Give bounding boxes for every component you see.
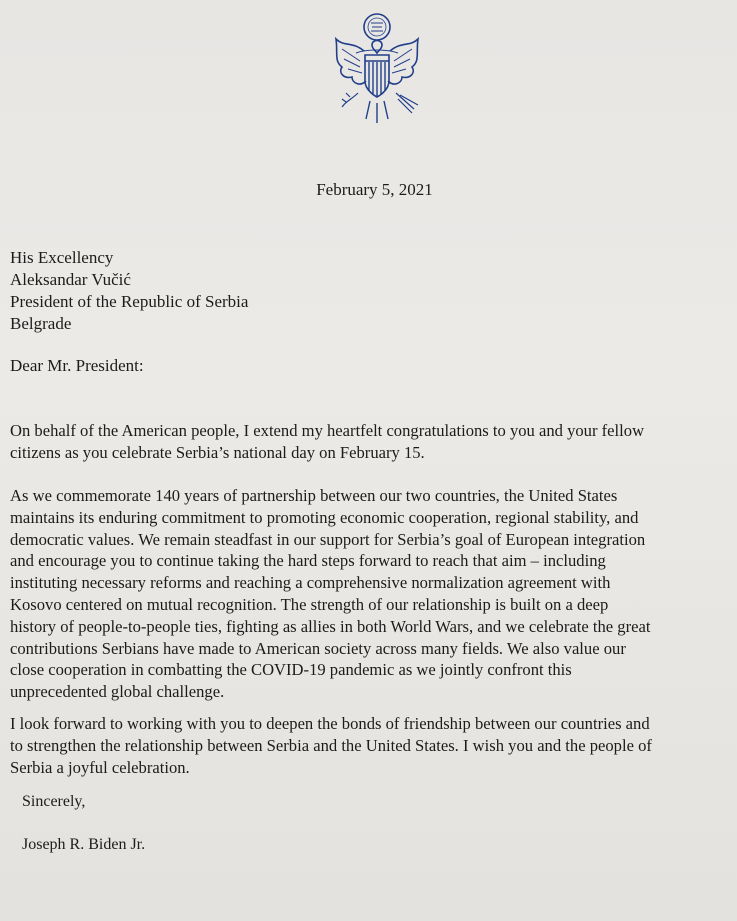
body-paragraph-2 [10, 485, 737, 703]
text-line: Serbia a joyful celebration. [10, 757, 190, 777]
text-line: close cooperation in combatting the COVID-19 pandemic as we jointly confront this [10, 660, 572, 680]
text-line: On behalf of the American people, I extend my heartfelt congratulations to you and your fellow [10, 421, 645, 440]
letter-date: February 5, 2021 [316, 180, 433, 199]
text-line: As we commemorate 140 years of partnership between our two countries, the United States [10, 486, 618, 505]
body-paragraph-3 [10, 713, 737, 778]
text-line: Kosovo centered on mutual recognition. The strength of our relationship is built on a deep [10, 594, 609, 614]
body-paragraph-1 [10, 420, 737, 464]
text-line: I look forward to working with you to deepen the bonds of friendship between our countries and [10, 714, 650, 733]
text-line: history of people-to-people ties, fighting as allies in both World Wars, and we celebrate the great [10, 616, 651, 636]
recipient-line: Belgrade [10, 314, 72, 333]
signer-name: Joseph R. Biden Jr. [22, 836, 146, 853]
closing: Sincerely, [22, 793, 86, 810]
great-seal-eagle-icon [322, 9, 432, 127]
recipient-line: Aleksandar Vučić [10, 270, 131, 289]
recipient-line: His Excellency [10, 248, 114, 267]
text-line: unprecedented global challenge. [10, 682, 225, 702]
text-line: maintains its enduring commitment to promoting economic cooperation, regional stability, and [10, 507, 639, 527]
salutation: Dear Mr. President: [10, 356, 144, 375]
recipient-line: President of the Republic of Serbia [10, 292, 249, 311]
text-line: instituting necessary reforms and reaching a comprehensive normalization agreement with [10, 573, 611, 593]
text-line: to strengthen the relationship between Serbia and the United States. I wish you and the people of [10, 735, 652, 755]
recipient-address [10, 247, 248, 335]
text-line: contributions Serbians have made to American society across many fields. We also value our [10, 638, 626, 658]
text-line: and encourage you to continue taking the hard steps forward to reach that aim – including [10, 551, 606, 571]
text-line: citizens as you celebrate Serbia’s national day on February 15. [10, 442, 425, 462]
text-line: democratic values. We remain steadfast in our support for Serbia’s goal of European integration [10, 529, 646, 549]
